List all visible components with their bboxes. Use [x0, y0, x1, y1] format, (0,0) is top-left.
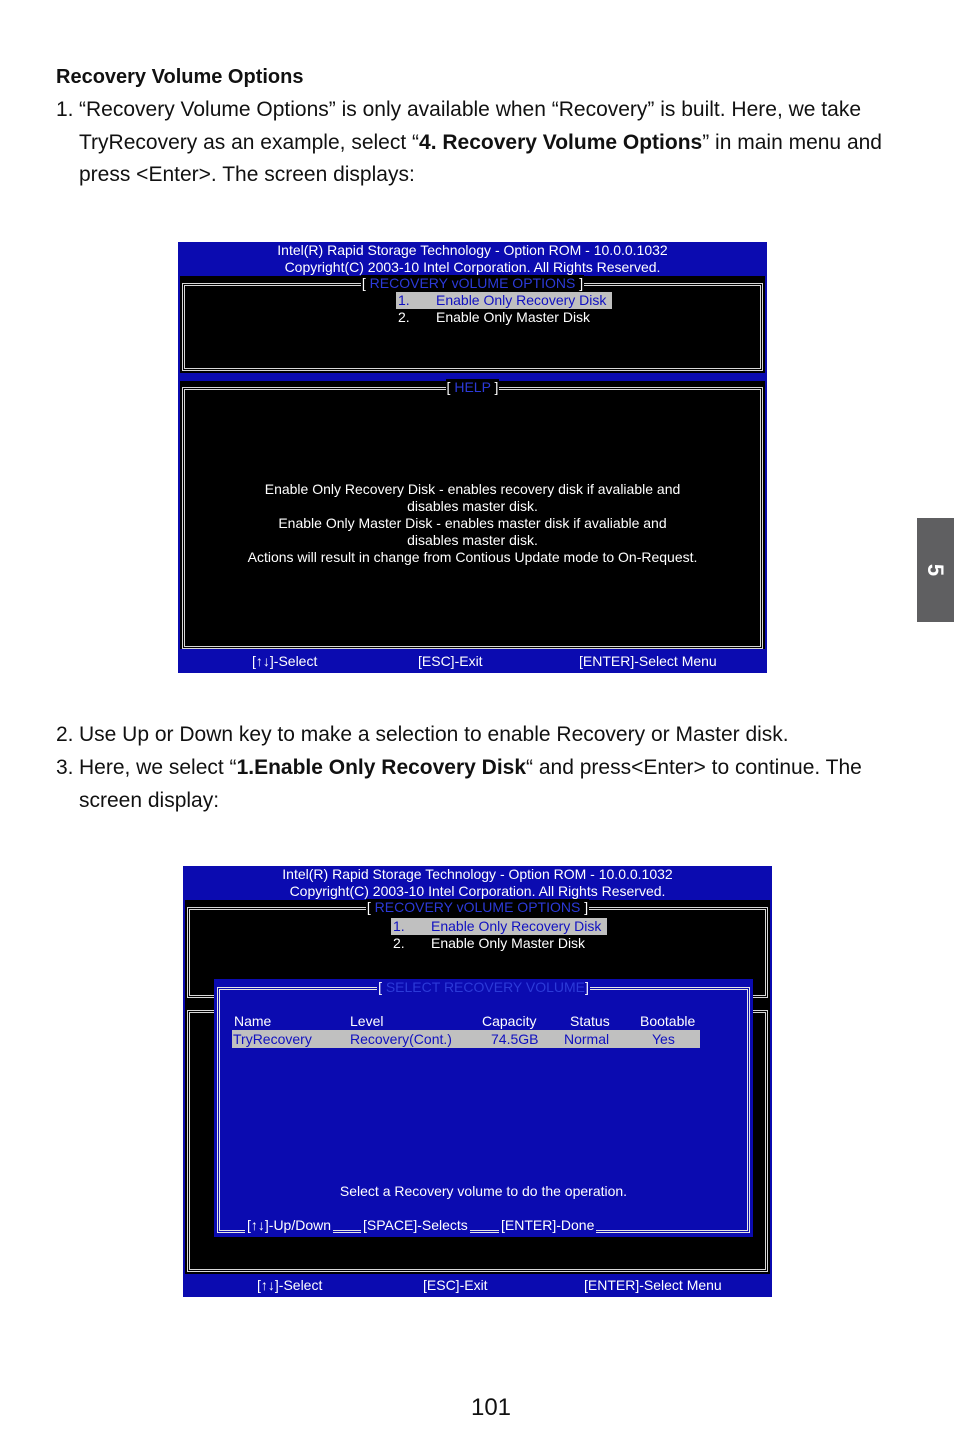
menu-item-recovery-disk[interactable]: 1. Enable Only Recovery Disk [391, 918, 607, 935]
step-1-text-a: “Recovery Volume Options” is only available when “Recovery” is built. Here, we take TryRecovery as an example, select “ [79, 98, 861, 154]
step-1-text [79, 94, 909, 192]
step-2-text: Use Up or Down key to make a selection to enable Recovery or Master disk. [79, 723, 789, 746]
options-panel [180, 276, 765, 373]
col-name: Name [234, 1013, 272, 1029]
step-1 [56, 94, 909, 192]
bios-footer [183, 1273, 772, 1297]
footer-select-key: [↑↓]-Select [252, 653, 318, 669]
options-title: [ RECOVERY vOLUME OPTIONS ] [361, 275, 584, 291]
bios-screen-1 [178, 242, 767, 673]
col-status: Status [570, 1013, 610, 1029]
step-3 [56, 752, 909, 817]
step-3-text-a: Here, we select “ [79, 756, 237, 779]
help-line: disables master disk. [407, 498, 538, 514]
key-done: [ENTER]-Done [501, 1217, 595, 1233]
cell-status: Normal [564, 1031, 610, 1047]
step-1-number: 1. [56, 98, 74, 121]
menu-item-master-disk[interactable]: 2. Enable Only Master Disk [393, 935, 586, 951]
bios-header-line1: Intel(R) Rapid Storage Technology - Option ROM - 10.0.0.1032 [277, 242, 668, 258]
footer-select-key: [↑↓]-Select [257, 1277, 323, 1293]
menu-item-master-disk[interactable]: 2. Enable Only Master Disk [398, 309, 591, 325]
step-3-bold: 1.Enable Only Recovery Disk [236, 756, 527, 779]
footer-exit-key: [ESC]-Exit [418, 653, 483, 669]
cell-level: Recovery(Cont.) [350, 1031, 452, 1047]
options-menu [396, 292, 612, 326]
chapter-tab [917, 518, 954, 622]
col-bootable: Bootable [640, 1013, 696, 1029]
step-2-number: 2. [56, 723, 74, 746]
help-panel [180, 381, 765, 649]
step-3-number: 3. [56, 756, 74, 779]
help-text [180, 481, 765, 566]
cell-name: TryRecovery [233, 1031, 312, 1047]
footer-exit-key: [ESC]-Exit [423, 1277, 488, 1293]
dialog-title: [ SELECT RECOVERY VOLUME] [378, 979, 589, 995]
section-heading: Recovery Volume Options [56, 66, 304, 88]
page-number: 101 [470, 1394, 512, 1421]
help-line: disables master disk. [407, 532, 538, 548]
step-2 [56, 719, 909, 752]
table-row[interactable] [232, 1030, 700, 1048]
dialog-message: Select a Recovery volume to do the operation. [339, 1183, 628, 1199]
bios-header [178, 242, 767, 276]
step-1-text-b: ” in main menu and press <Enter>. The screen displays: [79, 130, 882, 186]
col-level: Level [350, 1013, 384, 1029]
footer-enter-key: [ENTER]-Select Menu [579, 653, 717, 669]
step-3-text-b: “ and press<Enter> to continue. The screen display: [79, 756, 862, 812]
help-line: Actions will result in change from Contious Update mode to On-Request. [247, 549, 698, 565]
cell-capacity: 74.5GB [491, 1031, 539, 1047]
key-updown: [↑↓]-Up/Down [247, 1217, 332, 1233]
bios-header-line1: Intel(R) Rapid Storage Technology - Option ROM - 10.0.0.1032 [282, 866, 673, 882]
step-1-bold: 4. Recovery Volume Options [419, 130, 703, 154]
footer-enter-key: [ENTER]-Select Menu [584, 1277, 722, 1293]
bios-header [183, 866, 772, 900]
bios-header-line2: Copyright(C) 2003-10 Intel Corporation. All Rights Reserved. [284, 259, 661, 275]
options-title: [ RECOVERY vOLUME OPTIONS ] [366, 899, 589, 915]
chapter-number: 5 [923, 563, 949, 577]
help-line: Enable Only Recovery Disk - enables recovery disk if avaliable and [264, 481, 681, 497]
key-space: [SPACE]-Selects [363, 1217, 468, 1233]
bios-screen-2 [183, 866, 772, 1297]
help-title: [ HELP ] [446, 379, 499, 395]
bios-header-line2: Copyright(C) 2003-10 Intel Corporation. All Rights Reserved. [289, 883, 666, 899]
step-3-text [79, 752, 909, 817]
table-header [232, 1012, 700, 1030]
bios-footer [178, 649, 767, 673]
menu-item-recovery-disk[interactable]: 1. Enable Only Recovery Disk [396, 292, 612, 309]
col-capacity: Capacity [482, 1013, 537, 1029]
cell-bootable: Yes [652, 1031, 675, 1047]
help-line: Enable Only Master Disk - enables master disk if avaliable and [278, 515, 667, 531]
options-menu [391, 918, 607, 952]
select-recovery-volume-dialog [214, 979, 753, 1237]
dialog-keys [214, 1216, 753, 1234]
